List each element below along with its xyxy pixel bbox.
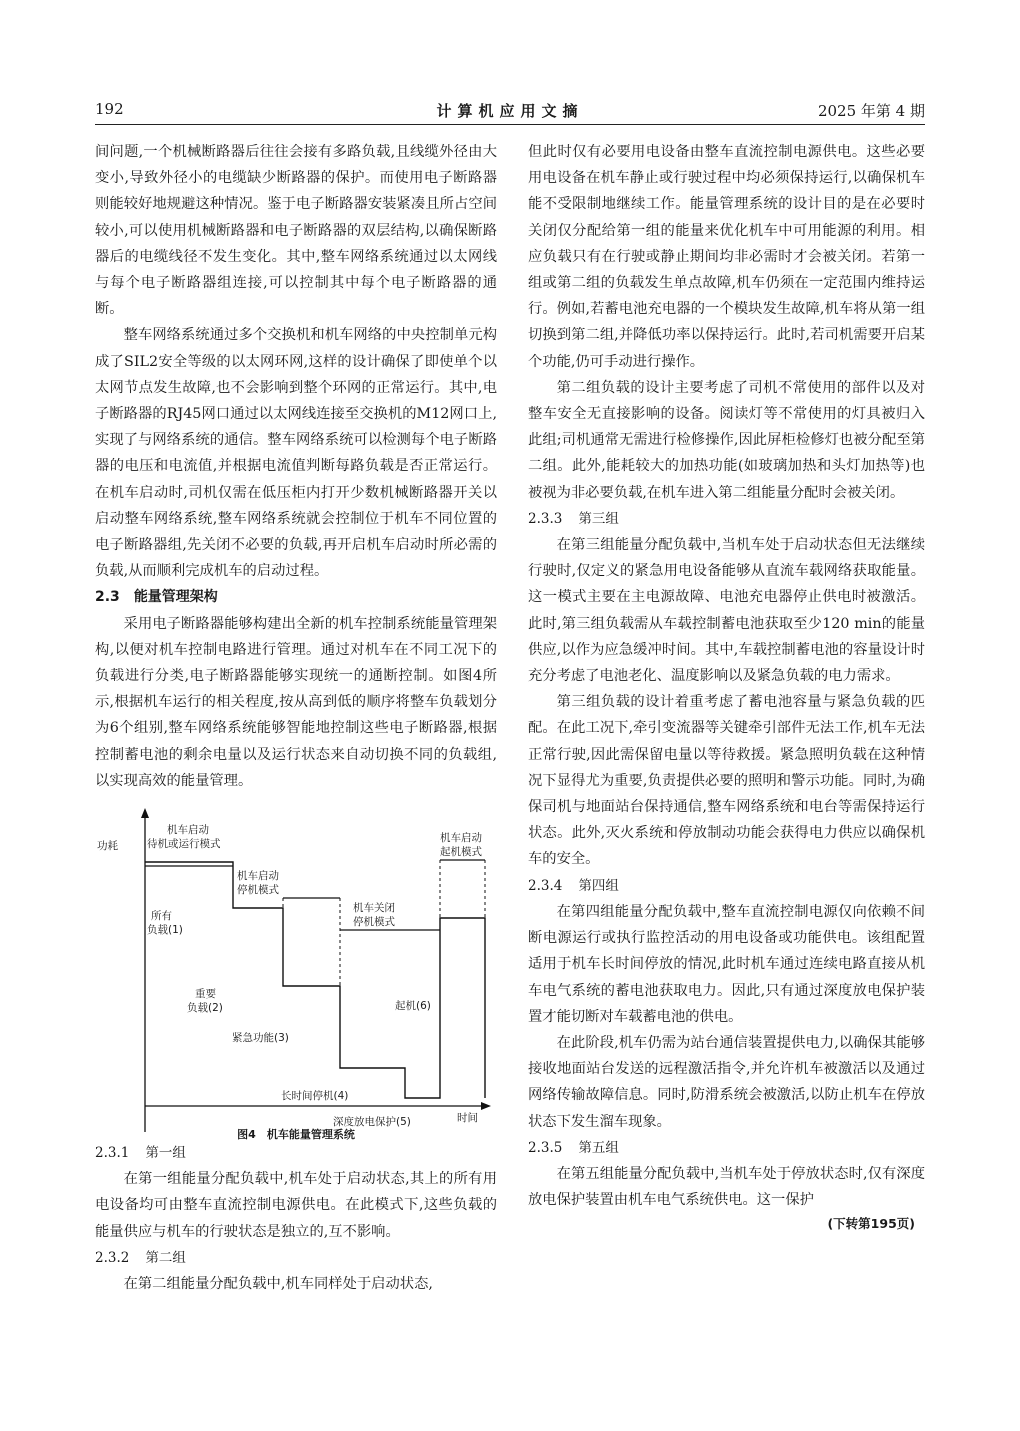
subsection-number: 2.3.1 [95, 1145, 130, 1162]
load6-label: 起机(6) [395, 1000, 431, 1013]
mode3-label-1: 机车关闭 [353, 902, 395, 915]
mode1-label-2: 待机或运行模式 [147, 838, 221, 851]
paragraph: 在第五组能量分配负载中,当机车处于停放状态时,仅有深度放电保护装置由机车电气系统供电。这一保护 [528, 1165, 925, 1209]
page-header [95, 100, 925, 122]
subsection-heading [528, 1135, 925, 1161]
subsection-heading [528, 506, 925, 532]
subsection-number: 2.3.2 [95, 1249, 130, 1266]
issue-label: 2025 年第 4 期 [817, 102, 925, 120]
mode2-label-2: 停机模式 [237, 884, 279, 897]
x-axis-label: 时间 [457, 1112, 478, 1125]
paragraph: 采用电子断路器能够构建出全新的机车控制系统能量管理架构,以便对机车控制电路进行管理。通过对机车在不同工况下的负载进行分类,电子断路器能够实现统一的通断控制。如图4所示,根据机车运行的相关程度,按从高到低的顺序将整车负载划分为6个组别,整车网络系统能够智能地控制这些电子断路器,根据控制蓄电池的剩余电量以及运行状态来自动切换不同的负载组,以实现高效的能量管理。 [95, 615, 497, 789]
subsection-title: 第一组 [145, 1145, 186, 1162]
load4-label: 长时间停机(4) [281, 1090, 349, 1103]
paragraph: 但此时仅有必要用电设备由整车直流控制电源供电。这些必要用电设备在机车静止或行驶过程中均必须保持运行,以确保机车能不受限制地继续工作。能量管理系统的设计目的是在必要时关闭仅分配给第一组的能量来优化机车中可用能源的利用。相应负载只有在行驶或静止期间均非必需时才会被关闭。若第一组或第二组的负载发生单点故障,机车仍须在一定范围内维持运行。例如,若蓄电池充电器的一个模块发生故障,机车将从第一组切换到第二组,并降低功率以保持运行。此时,若司机需要开启某个功能,仍可手动进行操作。 [528, 144, 925, 370]
figure-caption: 图4 机车能量管理系统 [237, 1128, 355, 1142]
mode4-label-2: 起机模式 [440, 846, 482, 859]
load2-label-1: 重要 [195, 988, 216, 1001]
mode1-label-1: 机车启动 [167, 824, 209, 837]
subsection-number: 2.3.3 [528, 510, 563, 527]
section-heading [95, 584, 497, 610]
load5-label: 深度放电保护(5) [333, 1116, 411, 1129]
x-axis-arrow [481, 1102, 491, 1110]
paragraph: 第三组负载的设计着重考虑了蓄电池容量与紧急负载的匹配。在此工况下,牵引变流器等关键牵引部件无法工作,机车无法正常行驶,因此需保留电量以等待救援。紧急照明负载在这种情况下显得尤为重要,负责提供必要的照明和警示功能。同时,为确保司机与地面站台保持通信,整车网络系统和电台等需保持运行状态。此外,灭火系统和停放制动功能会获得电力供应以确保机车的安全。 [528, 694, 925, 868]
y-axis-label: 功耗 [97, 840, 118, 853]
paragraph: 在第四组能量分配负载中,整车直流控制电源仅向依赖不间断电源运行或执行监控活动的用电设备或功能供电。该组配置适用于机车长时间停放的情况,此时机车通过连续电路直接从机车电气系统的蓄电池获取电力。因此,只有通过深度放电保护装置才能切断对车载蓄电池的供电。 [528, 903, 925, 1025]
subsection-heading [528, 873, 925, 899]
section-title: 能量管理架构 [133, 589, 218, 606]
paragraph: 间问题,一个机械断路器后往往会接有多路负载,且线缆外径由大变小,导致外径小的电缆缺少断路器的保护。而使用电子断路器则能较好地规避这种情况。鉴于电子断路器安装紧凑且所占空间较小,可以使用机械断路器和电子断路器的双层结构,以确保断路器后的电缆线径不发生变化。其中,整车网络系统通过以太网线与每个电子断路器组连接,可以控制其中每个电子断路器的通断。 [95, 144, 497, 318]
load2-label-2: 负载(2) [187, 1002, 223, 1015]
paragraph: 在第三组能量分配负载中,当机车处于启动状态但无法继续行驶时,仅定义的紧急用电设备能够从直流车载网络获取能量。这一模式主要在主电源故障、电池充电器停止供电时被激活。此时,第三组负载需从车载控制蓄电池获取至少120 min的能量供应,以作为应急缓冲时间。其中,车载控制蓄电池的容量设计时充分考虑了电池老化、温度影响以及紧急负载的电力需求。 [528, 537, 925, 685]
subsection-title: 第三组 [578, 510, 619, 527]
paragraph: 在此阶段,机车仍需为站台通信装置提供电力,以确保其能够接收地面站台发送的远程激活指令,并允许机车被激活以及通过网络传输故障信息。同时,防滑系统会被激活,以防止机车在停放状态下发生溜车现象。 [528, 1034, 925, 1130]
subsection-heading [95, 1245, 497, 1271]
subsection-number: 2.3.5 [528, 1139, 563, 1156]
subsection-title: 第二组 [145, 1249, 186, 1266]
mode4-label-1: 机车启动 [440, 832, 482, 845]
section-number: 2.3 [95, 589, 120, 606]
header-rule [95, 124, 925, 125]
mode2-label-1: 机车启动 [237, 870, 279, 883]
subsection-title: 第五组 [578, 1139, 619, 1156]
figure-energy-management [95, 800, 497, 1140]
y-axis-arrow [141, 808, 149, 818]
mode3-label-2: 停机模式 [353, 916, 395, 929]
continued-note: (下转第195页) [827, 1216, 915, 1232]
load1-label-2: 负载(1) [147, 924, 183, 937]
paragraph: 第二组负载的设计主要考虑了司机不常使用的部件以及对整车安全无直接影响的设备。阅读灯等不常使用的灯具被归入此组;司机通常无需进行检修操作,因此屏柜检修灯也被分配至第二组。此外,能耗较大的加热功能(如玻璃加热和头灯加热等)也被视为非必要负载,在机车进入第二组能量分配时会被关闭。 [528, 379, 925, 501]
left-column [95, 139, 497, 1297]
subsection-number: 2.3.4 [528, 877, 563, 894]
load3-label: 紧急功能(3) [232, 1032, 289, 1045]
paragraph: 在第一组能量分配负载中,机车处于启动状态,其上的所有用电设备均可由整车直流控制电源供电。在此模式下,这些负载的能量供应与机车的行驶状态是独立的,互不影响。 [95, 1171, 497, 1240]
page-number: 192 [95, 100, 124, 118]
load1-label-1: 所有 [151, 910, 172, 923]
right-column [528, 139, 925, 1235]
paragraph: 在第二组能量分配负载中,机车同样处于启动状态, [123, 1276, 433, 1293]
paragraph: 整车网络系统通过多个交换机和机车网络的中央控制单元构成了SIL2安全等级的以太网环网,这样的设计确保了即使单个以太网节点发生故障,也不会影响到整个环网的正常运行。其中,电子断路器的RJ45网口通过以太网线连接至交换机的M12网口上,实现了与网络系统的通信。整车网络系统可以检测每个电子断路器的电压和电流值,并根据电流值判断每路负载是否正常运行。在机车启动时,司机仅需在低压柜内打开少数机械断路器开关以启动整车网络系统,整车网络系统就会控制位于机车不同位置的电子断路器组,先关闭不必要的负载,再开启机车启动时所必需的负载,从而顺利完成机车的启动过程。 [95, 327, 497, 580]
subsection-title: 第四组 [578, 877, 619, 894]
journal-title: 计算机应用文摘 [436, 102, 584, 120]
